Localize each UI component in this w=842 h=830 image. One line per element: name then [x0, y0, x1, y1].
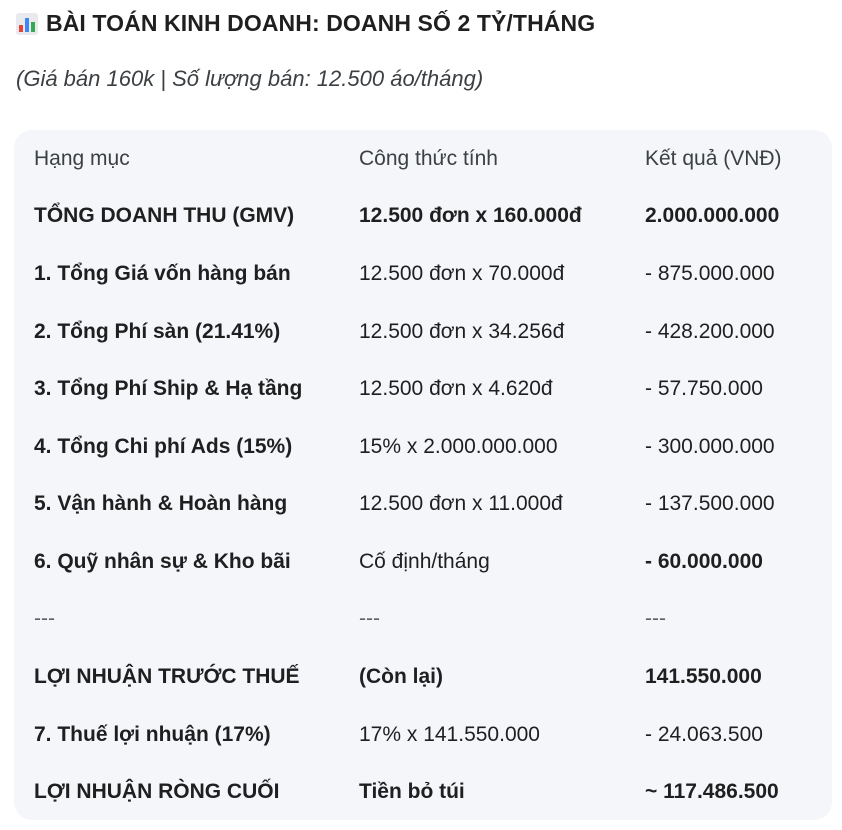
row-result: 141.550.000 [645, 665, 762, 688]
row-formula: (Còn lại) [359, 665, 443, 688]
table-separator-row [14, 590, 832, 648]
row-result: - 300.000.000 [645, 435, 775, 458]
row-result: - 24.063.500 [645, 723, 763, 746]
row-result: 2.000.000.000 [645, 204, 780, 227]
separator-result: --- [645, 607, 666, 630]
table-row [14, 706, 832, 764]
bar-chart-icon [16, 13, 38, 35]
row-item: 6. Quỹ nhân sự & Kho bãi [34, 550, 291, 573]
row-formula: 15% x 2.000.000.000 [359, 435, 558, 458]
table-row [14, 475, 832, 533]
row-result: - 428.200.000 [645, 320, 775, 343]
column-header-item: Hạng mục [34, 147, 130, 170]
row-item: 4. Tổng Chi phí Ads (15%) [34, 435, 293, 458]
row-formula: Tiền bỏ túi [359, 780, 465, 803]
row-result: ~ 117.486.500 [645, 780, 779, 803]
table-row [14, 418, 832, 476]
row-item: 5. Vận hành & Hoàn hàng [34, 492, 288, 515]
row-item: LỢI NHUẬN RÒNG CUỐI [34, 780, 280, 803]
page-subtitle: (Giá bán 160k | Số lượng bán: 12.500 áo/tháng) [16, 66, 484, 91]
row-formula: 12.500 đơn x 70.000đ [359, 262, 565, 285]
row-item: 2. Tổng Phí sàn (21.41%) [34, 320, 281, 343]
table-row [14, 533, 832, 591]
business-table [14, 130, 832, 820]
row-item: LỢI NHUẬN TRƯỚC THUẾ [34, 665, 300, 688]
row-item: 3. Tổng Phí Ship & Hạ tầng [34, 377, 303, 400]
row-result: - 60.000.000 [645, 550, 763, 573]
table-row [14, 245, 832, 303]
table-row [14, 303, 832, 361]
row-result: - 137.500.000 [645, 492, 775, 515]
row-formula: 12.500 đơn x 160.000đ [359, 204, 582, 227]
row-result: - 57.750.000 [645, 377, 763, 400]
row-formula: 12.500 đơn x 11.000đ [359, 492, 563, 515]
row-formula: Cố định/tháng [359, 550, 490, 573]
row-formula: 17% x 141.550.000 [359, 723, 540, 746]
page-title-text: BÀI TOÁN KINH DOANH: DOANH SỐ 2 TỶ/THÁNG [46, 10, 596, 36]
separator-formula: --- [359, 607, 380, 630]
column-header-formula: Công thức tính [359, 147, 498, 170]
table-row [14, 648, 832, 706]
table-row [14, 763, 832, 821]
row-result: - 875.000.000 [645, 262, 775, 285]
page-title [16, 10, 595, 37]
row-formula: 12.500 đơn x 34.256đ [359, 320, 565, 343]
row-item: 1. Tổng Giá vốn hàng bán [34, 262, 291, 285]
column-header-result: Kết quả (VNĐ) [645, 147, 782, 170]
separator-item: --- [34, 607, 55, 630]
row-item: 7. Thuế lợi nhuận (17%) [34, 723, 271, 746]
table-row [14, 360, 832, 418]
row-item: TỔNG DOANH THU (GMV) [34, 204, 295, 227]
table-header-row [14, 130, 832, 188]
table-row [14, 187, 832, 245]
row-formula: 12.500 đơn x 4.620đ [359, 377, 553, 400]
